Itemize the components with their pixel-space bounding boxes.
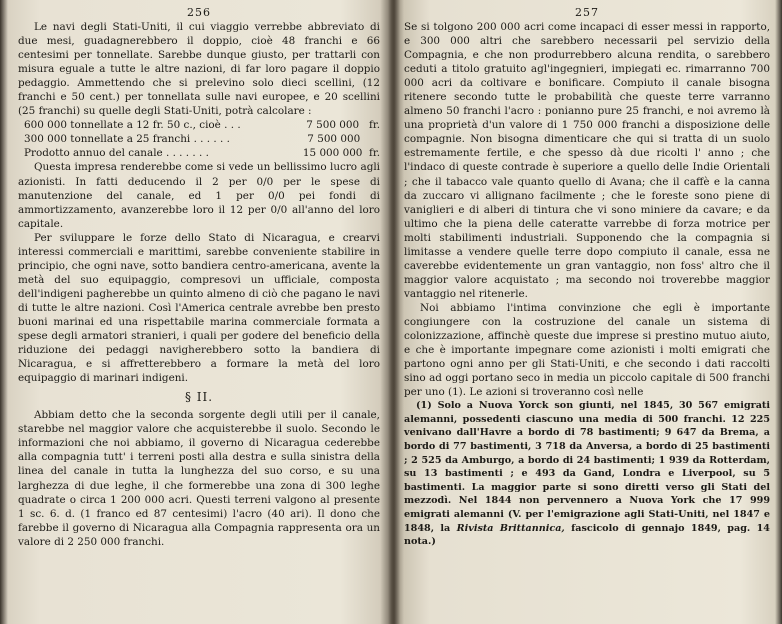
calc-row: [24, 132, 380, 146]
paragraph: Per sviluppare le forze dello Stato di Nicaragua, e crearvi interessi commerciali e marittimi, sarebbe conveniente stabilire in principio, che ogni nave, sotto bandiera centro-americana, avente la metà del suo equipaggio, compresovi un ufficiale, composta dell'indigeni pagherebbe un quinto almeno di ciò che pagano le navi di tutte le altre nazioni. Così l'America centrale avrebbe ben presto buoni marinai ed una rispettabile marina commerciale formata a spese degli armatori stranieri, i quali per godere del beneficio della riduzione dei pedaggi navigherebbero sotto la bandiera di Nicaragua, e si affretterebbero a formare la metà del loro equipaggio di marinari indigeni.: [18, 231, 380, 385]
calc-value: 7 500 000 fr.: [306, 119, 380, 132]
calc-value: 7 500 000: [307, 133, 380, 146]
footnote-journal: Rivista Brittannica,: [456, 522, 565, 534]
page-body: [404, 20, 770, 549]
calc-label: Prodotto annuo del canale . . . . . . .: [24, 147, 209, 160]
calc-label: 300 000 tonnellate a 25 franchi . . . . . .: [24, 133, 230, 146]
calc-row: [24, 118, 380, 132]
calculation-table: [18, 118, 380, 160]
footnote-end: fascicolo di gennajo 1849, pag. 14 nota.): [404, 522, 770, 548]
page-number: 257: [575, 6, 599, 19]
footnote-text: (1) Solo a Nuova Yorck son giunti, nel 1845, 30 567 emigrati alemanni, possedenti ciascuno una media di 500 franchi. 12 225 venivano dall'Havre a bordo di 78 bastimenti; 9 647 da Brema, a bordo di 77 bastimenti, 3 718 da Anversa, a bordo di 25 bastimenti ; 2 525 da Amburgo, a bordo di 24 bastimenti; 1 939 da Rotterdam, su 13 bastimenti ; e 493 da Gand, Londra e Liverpool, su 5 bastimenti. La maggior parte si sono diretti verso gli Stati del mezzodì. Nel 1844 non pervennero a Nuova York che 17 999 emigrati alemanni (V. per l'emigrazione agli Stati-Uniti, nel 1847 e 1848, la: [404, 400, 770, 534]
right-page: [404, 0, 770, 624]
page-number: 256: [187, 6, 211, 19]
book-gutter: [380, 0, 404, 624]
section-heading: § II.: [184, 390, 214, 405]
calc-value: 15 000 000 fr.: [302, 147, 380, 160]
paragraph: Le navi degli Stati-Uniti, il cui viaggio verrebbe abbreviato di due mesi, guadagnerebbero il doppio, cioè 48 franchi e 66 centesimi per tonnellate. Sarebbe dunque giusto, per trattarli con misura eguale a tutte le altre nazioni, di far loro pagare il doppio pedaggio. Ammettendo che si prelevino solo dieci scellini, (12 franchi e 50 cent.) per tonnellata sulle navi europee, e 20 scellini (25 franchi) su quelle degli Stati-Uniti, potrà calcolare :: [18, 21, 380, 118]
footnote: [404, 399, 770, 549]
left-page: [18, 0, 380, 624]
paragraph: Se si tolgono 200 000 acri come incapaci di esser messi in rapporto, e 300 000 altri che sarebbero necessarii pel servizio della Compagnia, e che non produrrebbero alcuna rendita, o sarebbero ceduti a titolo gratuito agl'ingegnieri, impiegati ec. rimarranno 700 000 acri da coltivare e bonificare. Compiuto il canale bisogna ritenere secondo tutte le probabilità che queste terre varranno almeno 50 franchi l'acro : ponianno pure 25 franchi, e noi avremo là una proprietà d'un valore di 1 750 000 franchi a disposizione delle compagnie. Non bisogna dimenticare che qui si tratta di un suolo estremamente fertile, e che spesso dà due ricolti l' anno ; che l'indaco di queste contrade è superiore a quello delle Indie Orientali ; che il tabacco vale quanto quello di Avana; che il caffè e la canna da zuccaro vi allignano facilmente ; che le foreste sono piene di vaniglieri e di alberi di tintura che vi sono miniere da cavare; e da ultimo che la piena delle cateratte varrebbe di forza motrice per molti stabilimenti industriali. Supponendo che la compagnia si limitasse a vendere quelle terre dopo compiuto il canale, essa ne caverebbe evidentemente un gran vantaggio, non foss' altro che il maggior valore acquistato ; ma secondo noi troverebbe maggior vantaggio nel ritenerle.: [404, 21, 770, 300]
calc-row: [24, 146, 380, 160]
paragraph: Noi abbiamo l'intima convinzione che egli è importante congiungere con la costruzione del canale un sistema di colonizzazione, affinchè queste due imprese si prestino mutuo aiuto, e che è importante impegnare come azionisti i molti emigrati che partono ogni anno per gli Stati-Uniti, e che secondo i dati raccolti sino ad oggi portano seco in media un piccolo capitale di 500 franchi per uno (1). Le azioni si troveranno così nelle: [404, 301, 770, 399]
calc-label: 600 000 tonnellate a 12 fr. 50 c., cioè . . .: [24, 119, 241, 132]
paragraph: Questa impresa renderebbe come si vede un bellissimo lucro agli azionisti. In fatti deducendo il 2 per 0/0 per le spese di manutenzione del canale, ed 1 per 0/0 pei fondi di ammortizzamento, avanzerebbe loro il 12 per 0/0 all'anno del loro capitale.: [18, 161, 380, 230]
page-body: [18, 20, 380, 549]
paragraph: Abbiam detto che la seconda sorgente degli utili per il canale, starebbe nel maggior valore che acquisterebbe il suolo. Secondo le informazioni che noi abbiamo, il governo di Nicaragua cederebbe alla compagnia tutt' i terreni posti alla destra e sulla sinistra della linea del canale in tutta la lunghezza del suo corso, e su una larghezza di due leghe, il che formerebbe una zona di 300 leghe quadrate o circa 1 200 000 acri. Questi terreni valgono al presente 1 sc. 6. d. (1 franco ed 87 centesimi) l'acro (40 ari). Il dono che farebbe il governo di Nicaragua alla Compagnia rappresenta ora un valore di 2 250 000 franchi.: [18, 409, 380, 548]
